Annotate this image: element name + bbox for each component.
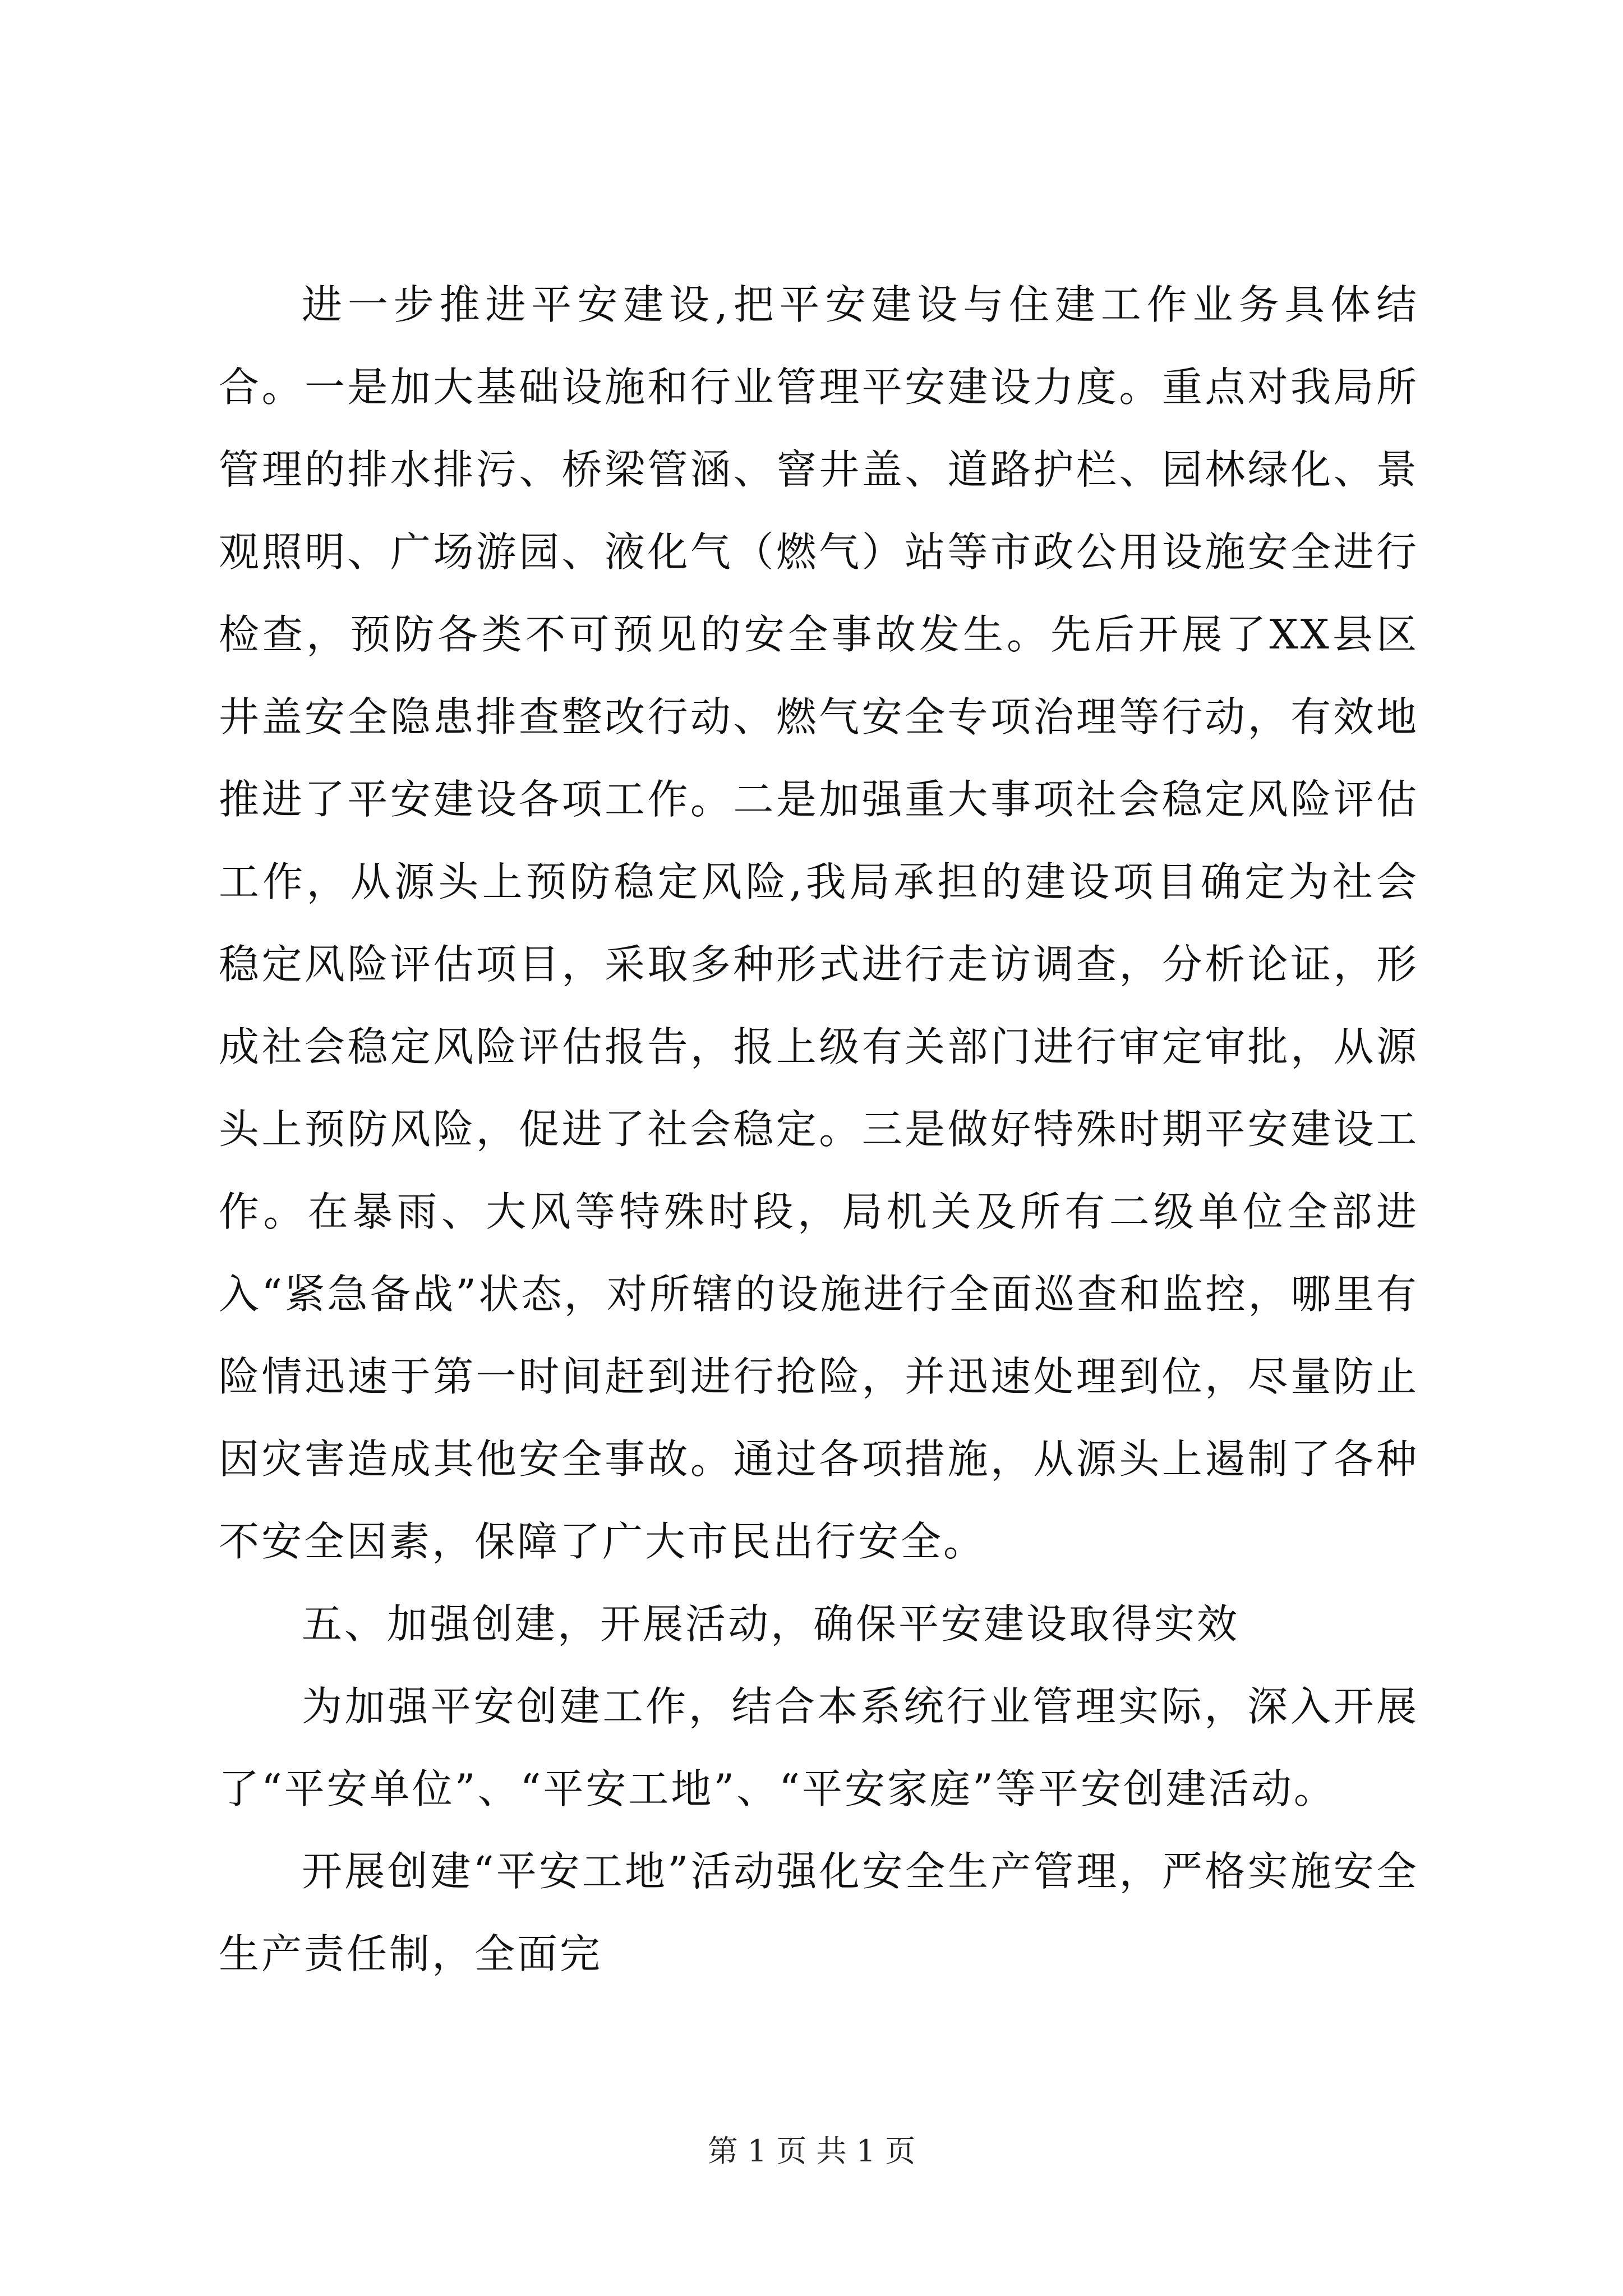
section-heading-five: 五、加强创建，开展活动，确保平安建设取得实效 bbox=[302, 1600, 1240, 1648]
paragraph-safe-worksite: 开展创建“平安工地”活动强化安全生产管理，严格实施安全生产责任制，全面完 bbox=[219, 1848, 1419, 1977]
paragraph-safety-construction: 进一步推进平安建设,把平安建设与住建工作业务具体结合。一是加大基础设施和行业管理平安建设力度。重点对我局所管理的排水排污、桥梁管涵、窨井盖、道路护栏、园林绿化、景观照明、广场游园、液化气（燃气）站等市政公用设施安全进行检查，预防各类不可预见的安全事故发生。先后开展了XX县区井盖安全隐患排查整改行动、燃气安全专项治理等行动，有效地推进了平安建设各项工作。二是加强重大事项社会稳定风险评估工作，从源头上预防稳定风险,我局承担的建设项目确定为社会稳定风险评估项目，采取多种形式进行走访调查，分析论证，形成社会稳定风险评估报告，报上级有关部门进行审定审批，从源头上预防风险，促进了社会稳定。三是做好特殊时期平安建设工作。在暴雨、大风等特殊时段，局机关及所有二级单位全部进入“紧急备战”状态，对所辖的设施进行全面巡查和监控，哪里有险情迅速于第一时间赶到进行抢险，并迅速处理到位，尽量防止因灾害造成其他安全事故。通过各项措施，从源头上遏制了各种不安全因素，保障了广大市民出行安全。 bbox=[219, 281, 1419, 1565]
paragraph-creation-activities: 为加强平安创建工作，结合本系统行业管理实际，深入开展了“平安单位”、“平安工地”、“平安家庭”等平安创建活动。 bbox=[219, 1683, 1419, 1812]
page-footer: 第 1 页 共 1 页 bbox=[707, 2133, 916, 2169]
document-body bbox=[219, 264, 1419, 1995]
